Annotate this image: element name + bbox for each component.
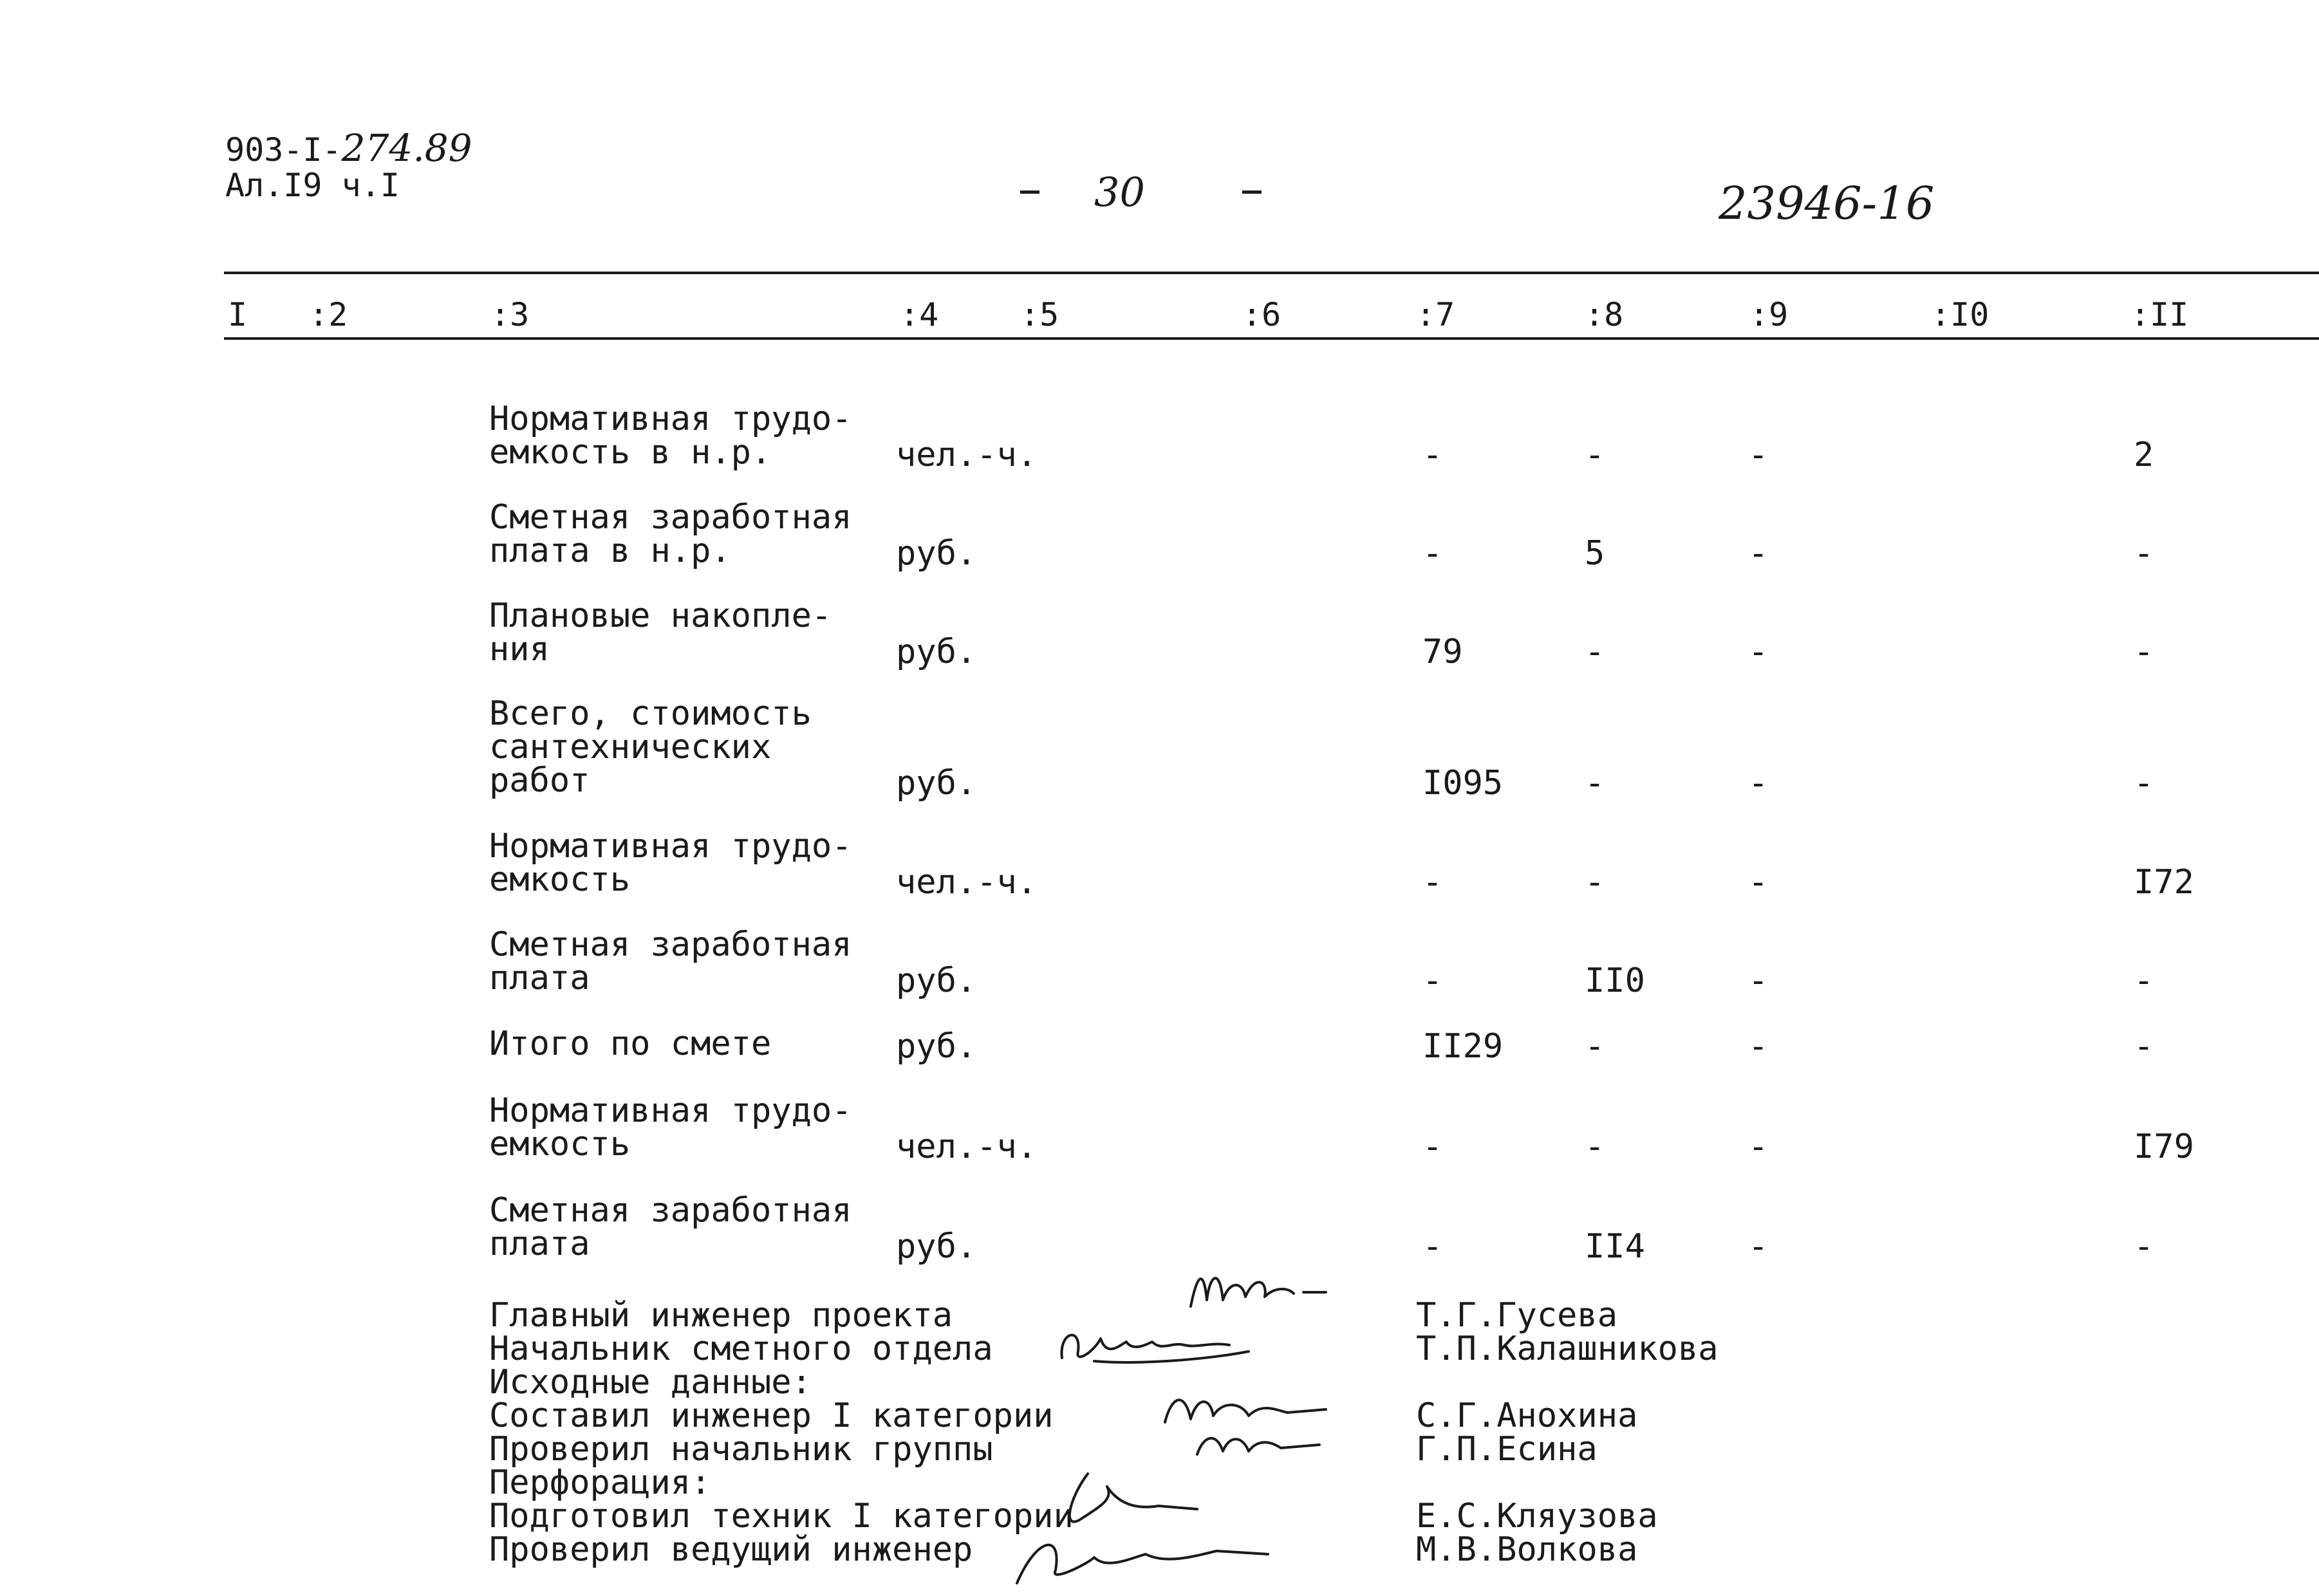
row-unit: чел.-ч. xyxy=(896,863,1038,902)
column-number-9: :9 xyxy=(1749,296,1789,333)
signature-person: Т.Г.Гусева xyxy=(1416,1296,1618,1335)
cell-dash-c7: - xyxy=(1422,1127,1443,1166)
cell-value-c11: 2 xyxy=(2134,436,2154,474)
cell-value-c8: II4 xyxy=(1585,1227,1645,1266)
document-code-printed: 903-I- xyxy=(225,131,342,169)
cell-dash-c11: - xyxy=(2134,764,2154,803)
document-code xyxy=(225,126,472,170)
signature-person-empty xyxy=(1416,1466,1718,1499)
cell-dash-c9: - xyxy=(1748,863,1769,902)
row-name: Сметная заработная плата в н.р. xyxy=(489,498,852,570)
signature-role: Перфорация: xyxy=(489,1463,711,1502)
signature-person: Т.П.Калашникова xyxy=(1416,1330,1718,1368)
row-name: Сметная заработная плата xyxy=(489,1191,852,1263)
handwritten-signature-kalashnikova xyxy=(1056,1313,1262,1371)
row-name: Нормативная трудо- емкость в н.р. xyxy=(489,400,852,472)
cell-dash-c8: - xyxy=(1585,436,1605,474)
cell-dash-c9: - xyxy=(1748,1027,1769,1066)
signature-person: Е.С.Кляузова xyxy=(1416,1497,1658,1536)
cell-dash-c7: - xyxy=(1422,863,1443,902)
row-name: Сметная заработная плата xyxy=(489,925,852,998)
row-unit: чел.-ч. xyxy=(896,436,1038,474)
column-number-10: :I0 xyxy=(1931,296,1989,333)
signature-role: Исходные данные: xyxy=(489,1363,812,1402)
column-number-5: :5 xyxy=(1020,296,1059,333)
column-number-1: I xyxy=(228,296,248,333)
column-number-11: :II xyxy=(2130,296,2189,333)
signature-role: Главный инженер проекта xyxy=(489,1296,953,1335)
cell-dash-c8: - xyxy=(1585,764,1605,803)
cell-value-c7: I095 xyxy=(1422,764,1504,803)
table-header-bottom-rule xyxy=(224,337,2319,340)
cell-dash-c9: - xyxy=(1748,764,1769,803)
signature-person: Г.П.Есина xyxy=(1416,1430,1597,1469)
cell-dash-c9: - xyxy=(1748,633,1769,671)
row-name: Всего, стоимость сантехнических работ xyxy=(489,694,812,800)
cell-dash-c9: - xyxy=(1748,1227,1769,1266)
row-name: Итого по смете xyxy=(489,1025,772,1063)
signature-persons xyxy=(1416,1296,1718,1569)
cell-dash-c8: - xyxy=(1585,1127,1605,1166)
signature-role: Проверил ведущий инженер xyxy=(489,1530,973,1569)
page-number-dash-left xyxy=(1020,190,1039,194)
row-name: Нормативная трудо- емкость xyxy=(489,827,852,899)
cell-dash-c11: - xyxy=(2134,1027,2154,1066)
page-number-dash-right xyxy=(1242,190,1262,194)
cell-dash-c9: - xyxy=(1748,436,1769,474)
row-unit: руб. xyxy=(896,764,977,803)
cell-dash-c7: - xyxy=(1422,436,1443,474)
cell-dash-c9: - xyxy=(1748,961,1769,1000)
table-top-rule xyxy=(224,272,2319,274)
signature-person: С.Г.Анохина xyxy=(1416,1396,1638,1435)
cell-dash-c11: - xyxy=(2134,1227,2154,1266)
handwritten-signature-klyauzova-volkova xyxy=(1010,1461,1281,1590)
cell-dash-c8: - xyxy=(1585,863,1605,902)
cell-dash-c7: - xyxy=(1422,961,1443,1000)
cell-value-c11: I79 xyxy=(2134,1127,2194,1166)
cell-value-c7: II29 xyxy=(1422,1027,1504,1066)
cell-dash-c9: - xyxy=(1748,1127,1769,1166)
cell-dash-c7: - xyxy=(1422,534,1443,573)
row-unit: чел.-ч. xyxy=(896,1127,1038,1166)
page-number: 30 xyxy=(1094,169,1145,216)
row-unit: руб. xyxy=(896,961,977,1000)
handwritten-signature-gusev xyxy=(1184,1261,1332,1319)
cell-value-c7: 79 xyxy=(1422,633,1463,671)
column-number-8: :8 xyxy=(1585,296,1624,333)
column-number-6: :6 xyxy=(1242,296,1281,333)
cell-value-c8: 5 xyxy=(1585,534,1605,573)
row-unit: руб. xyxy=(896,534,977,573)
cell-dash-c11: - xyxy=(2134,961,2154,1000)
inventory-number: 23946-16 xyxy=(1718,177,1935,230)
signature-role: Проверил начальник группы xyxy=(489,1430,993,1469)
row-name: Плановые накопле- ния xyxy=(489,597,832,669)
handwritten-signature-anokhina-esina xyxy=(1159,1384,1364,1467)
signature-person-empty xyxy=(1416,1366,1718,1399)
signature-person: М.В.Волкова xyxy=(1416,1530,1638,1569)
row-unit: руб. xyxy=(896,1227,977,1266)
row-unit: руб. xyxy=(896,1027,977,1066)
signature-role: Начальник сметного отдела xyxy=(489,1330,993,1368)
column-number-2: :2 xyxy=(309,296,348,333)
row-name: Нормативная трудо- емкость xyxy=(489,1091,852,1164)
cell-value-c8: II0 xyxy=(1585,961,1645,1000)
cell-dash-c11: - xyxy=(2134,534,2154,573)
document-code-handwritten: 274.89 xyxy=(341,126,472,170)
cell-dash-c8: - xyxy=(1585,1027,1605,1066)
cell-dash-c8: - xyxy=(1585,633,1605,671)
cell-dash-c9: - xyxy=(1748,534,1769,573)
cell-dash-c11: - xyxy=(2134,633,2154,671)
cell-dash-c7: - xyxy=(1422,1227,1443,1266)
column-number-7: :7 xyxy=(1416,296,1455,333)
signature-roles xyxy=(489,1296,1074,1569)
column-number-4: :4 xyxy=(900,296,939,333)
row-unit: руб. xyxy=(896,633,977,671)
signature-role: Подготовил техник I категории xyxy=(489,1497,1074,1536)
album-label: Ал.I9 ч.I xyxy=(225,167,400,204)
signature-role: Составил инженер I категории xyxy=(489,1396,1054,1435)
column-number-3: :3 xyxy=(490,296,530,333)
cell-value-c11: I72 xyxy=(2134,863,2194,902)
